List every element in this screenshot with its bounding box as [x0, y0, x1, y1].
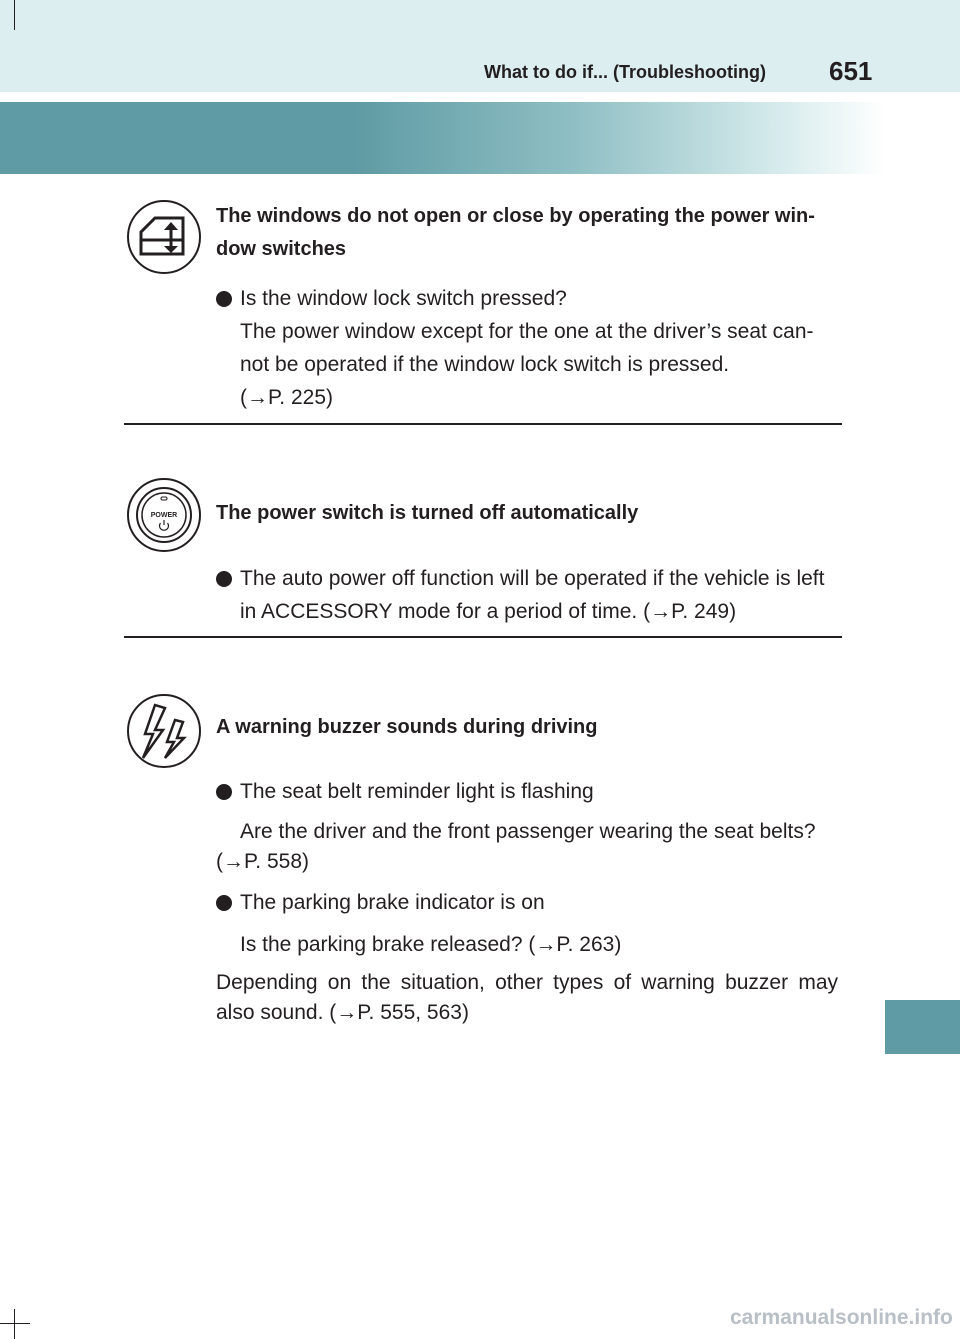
- list-item-text: Is the window lock switch pressed?: [240, 287, 567, 310]
- crop-mark-bottom-left-h: [0, 1323, 30, 1324]
- page-reference: (→P. 558): [216, 850, 309, 873]
- section-heading: [216, 200, 838, 266]
- list-item-line: The auto power off function will be operated if the vehicle is left: [240, 567, 825, 590]
- detail-line: not be operated if the window lock switch is pressed.: [240, 353, 730, 376]
- bullet-icon: [216, 895, 232, 911]
- detail-line: Is the parking brake released? (→P. 263): [240, 933, 622, 956]
- watermark: carmanualsonline.info: [730, 1306, 953, 1329]
- section-divider: [124, 423, 842, 425]
- warning-buzzer-icon: [127, 694, 201, 768]
- section-heading: A warning buzzer sounds during driving: [216, 716, 598, 738]
- crop-mark-top-left-v: [14, 0, 15, 30]
- heading-line: The windows do not open or close by operating the power win-: [216, 205, 815, 227]
- header-title: What to do if... (Troubleshooting): [484, 62, 766, 82]
- detail-line: The power window except for the one at the driver’s seat can-: [240, 320, 814, 343]
- chapter-side-tab: [885, 1000, 960, 1054]
- section-gradient-bar: [0, 102, 885, 174]
- page-reference: (→P. 225): [240, 386, 333, 409]
- list-item-text: [240, 562, 840, 628]
- paragraph-line: also sound. (→P. 555, 563): [216, 1001, 469, 1024]
- list-item-detail: [240, 928, 840, 961]
- note-paragraph: [216, 968, 838, 1028]
- heading-line: dow switches: [216, 238, 347, 260]
- list-item-text: The seat belt reminder light is flashing: [240, 780, 594, 803]
- bullet-icon: [216, 571, 232, 587]
- power-switch-label: POWER: [150, 512, 178, 519]
- page-number: 651: [829, 56, 873, 86]
- detail-line: Are the driver and the front passenger wearing the seat belts?: [240, 820, 816, 843]
- bullet-icon: [216, 784, 232, 800]
- section-heading: The power switch is turned off automatically: [216, 502, 639, 524]
- crop-mark-bottom-left-v: [14, 1309, 15, 1339]
- paragraph-line: Depending on the situation, other types of warning buzzer may: [216, 971, 838, 994]
- power-window-switch-icon: [127, 200, 201, 274]
- bullet-icon: [216, 291, 232, 307]
- list-item-line: in ACCESSORY mode for a period of time. (→P. 249): [240, 600, 737, 623]
- header-band: [0, 0, 960, 92]
- list-item-detail: [240, 315, 840, 414]
- section-divider: [124, 636, 842, 638]
- list-item-text: The parking brake indicator is on: [240, 891, 545, 914]
- power-switch-icon: [127, 478, 201, 552]
- list-item-detail: [216, 817, 840, 877]
